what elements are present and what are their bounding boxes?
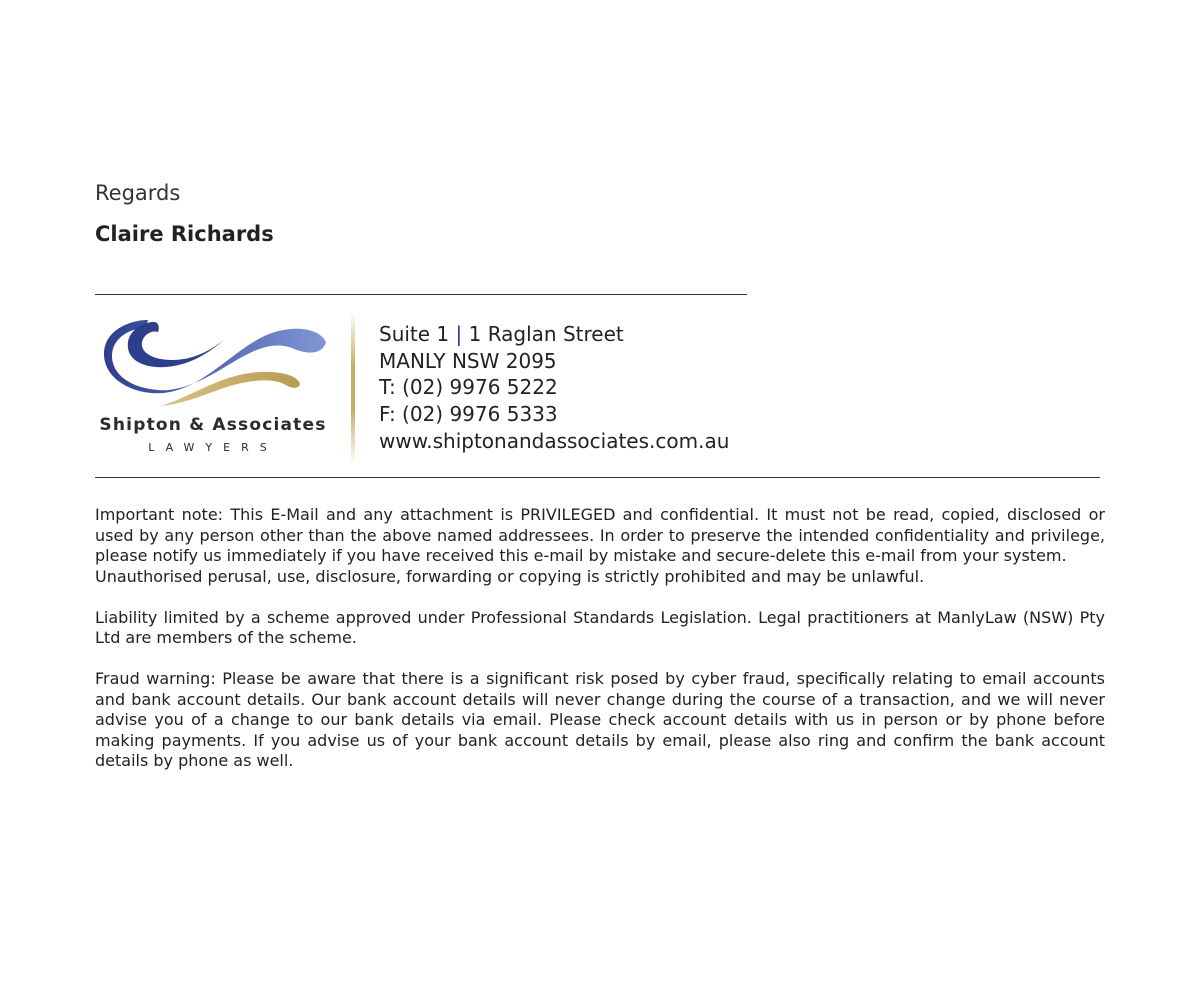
address-line-2: MANLY NSW 2095	[379, 348, 557, 373]
liability-text: Liability limited by a scheme approved under Professional Standards Legislation. Legal practitioners at ManlyLaw (NSW) Pty Ltd are members of the scheme.	[95, 607, 1105, 647]
important-note-text: Important note: This E-Mail and any attachment is PRIVILEGED and confidential. It must not be read, copied, disclosed or used by any person other than the above named addressees. In order to preserve the intended confidentiality and privilege, please notify us immediately if you have received this e-mail by mistake and secure-delete this e-mail from your system.	[95, 505, 1105, 565]
closing-text: Regards	[95, 181, 181, 205]
disclaimer-block	[95, 505, 1105, 772]
logo-firm-name: Shipton & Associates	[99, 415, 327, 435]
fax-number: F: (02) 9976 5333	[379, 402, 558, 427]
phone-number: T: (02) 9976 5222	[379, 375, 558, 400]
vertical-divider	[351, 312, 355, 464]
contact-block	[379, 321, 729, 455]
wave-logo-icon	[100, 312, 330, 412]
unauthorised-text: Unauthorised perusal, use, disclosure, forwarding or copying is strictly prohibited and may be unlawful.	[95, 566, 925, 586]
sender-name: Claire Richards	[95, 222, 274, 246]
divider-top	[95, 294, 747, 295]
fraud-warning-text: Fraud warning: Please be aware that there is a significant risk posed by cyber fraud, specifically relating to email accounts and bank account details. Our bank account details will never change during the course of a transaction, and we will never advise you of a change to our bank details via email. Please check account details with us in person or by phone before making payments. If you advise us of your bank account details by email, please also ring and confirm the bank account details by phone as well.	[95, 669, 1105, 770]
address-separator: |	[455, 322, 463, 346]
website-link[interactable]: www.shiptonandassociates.com.au	[379, 428, 730, 453]
logo-subtitle: LAWYERS	[148, 441, 278, 454]
address-suite: Suite 1	[379, 322, 450, 346]
firm-logo	[95, 308, 335, 458]
divider-bottom	[95, 477, 1100, 478]
address-line-1	[379, 321, 729, 348]
address-street: 1 Raglan Street	[468, 322, 624, 346]
